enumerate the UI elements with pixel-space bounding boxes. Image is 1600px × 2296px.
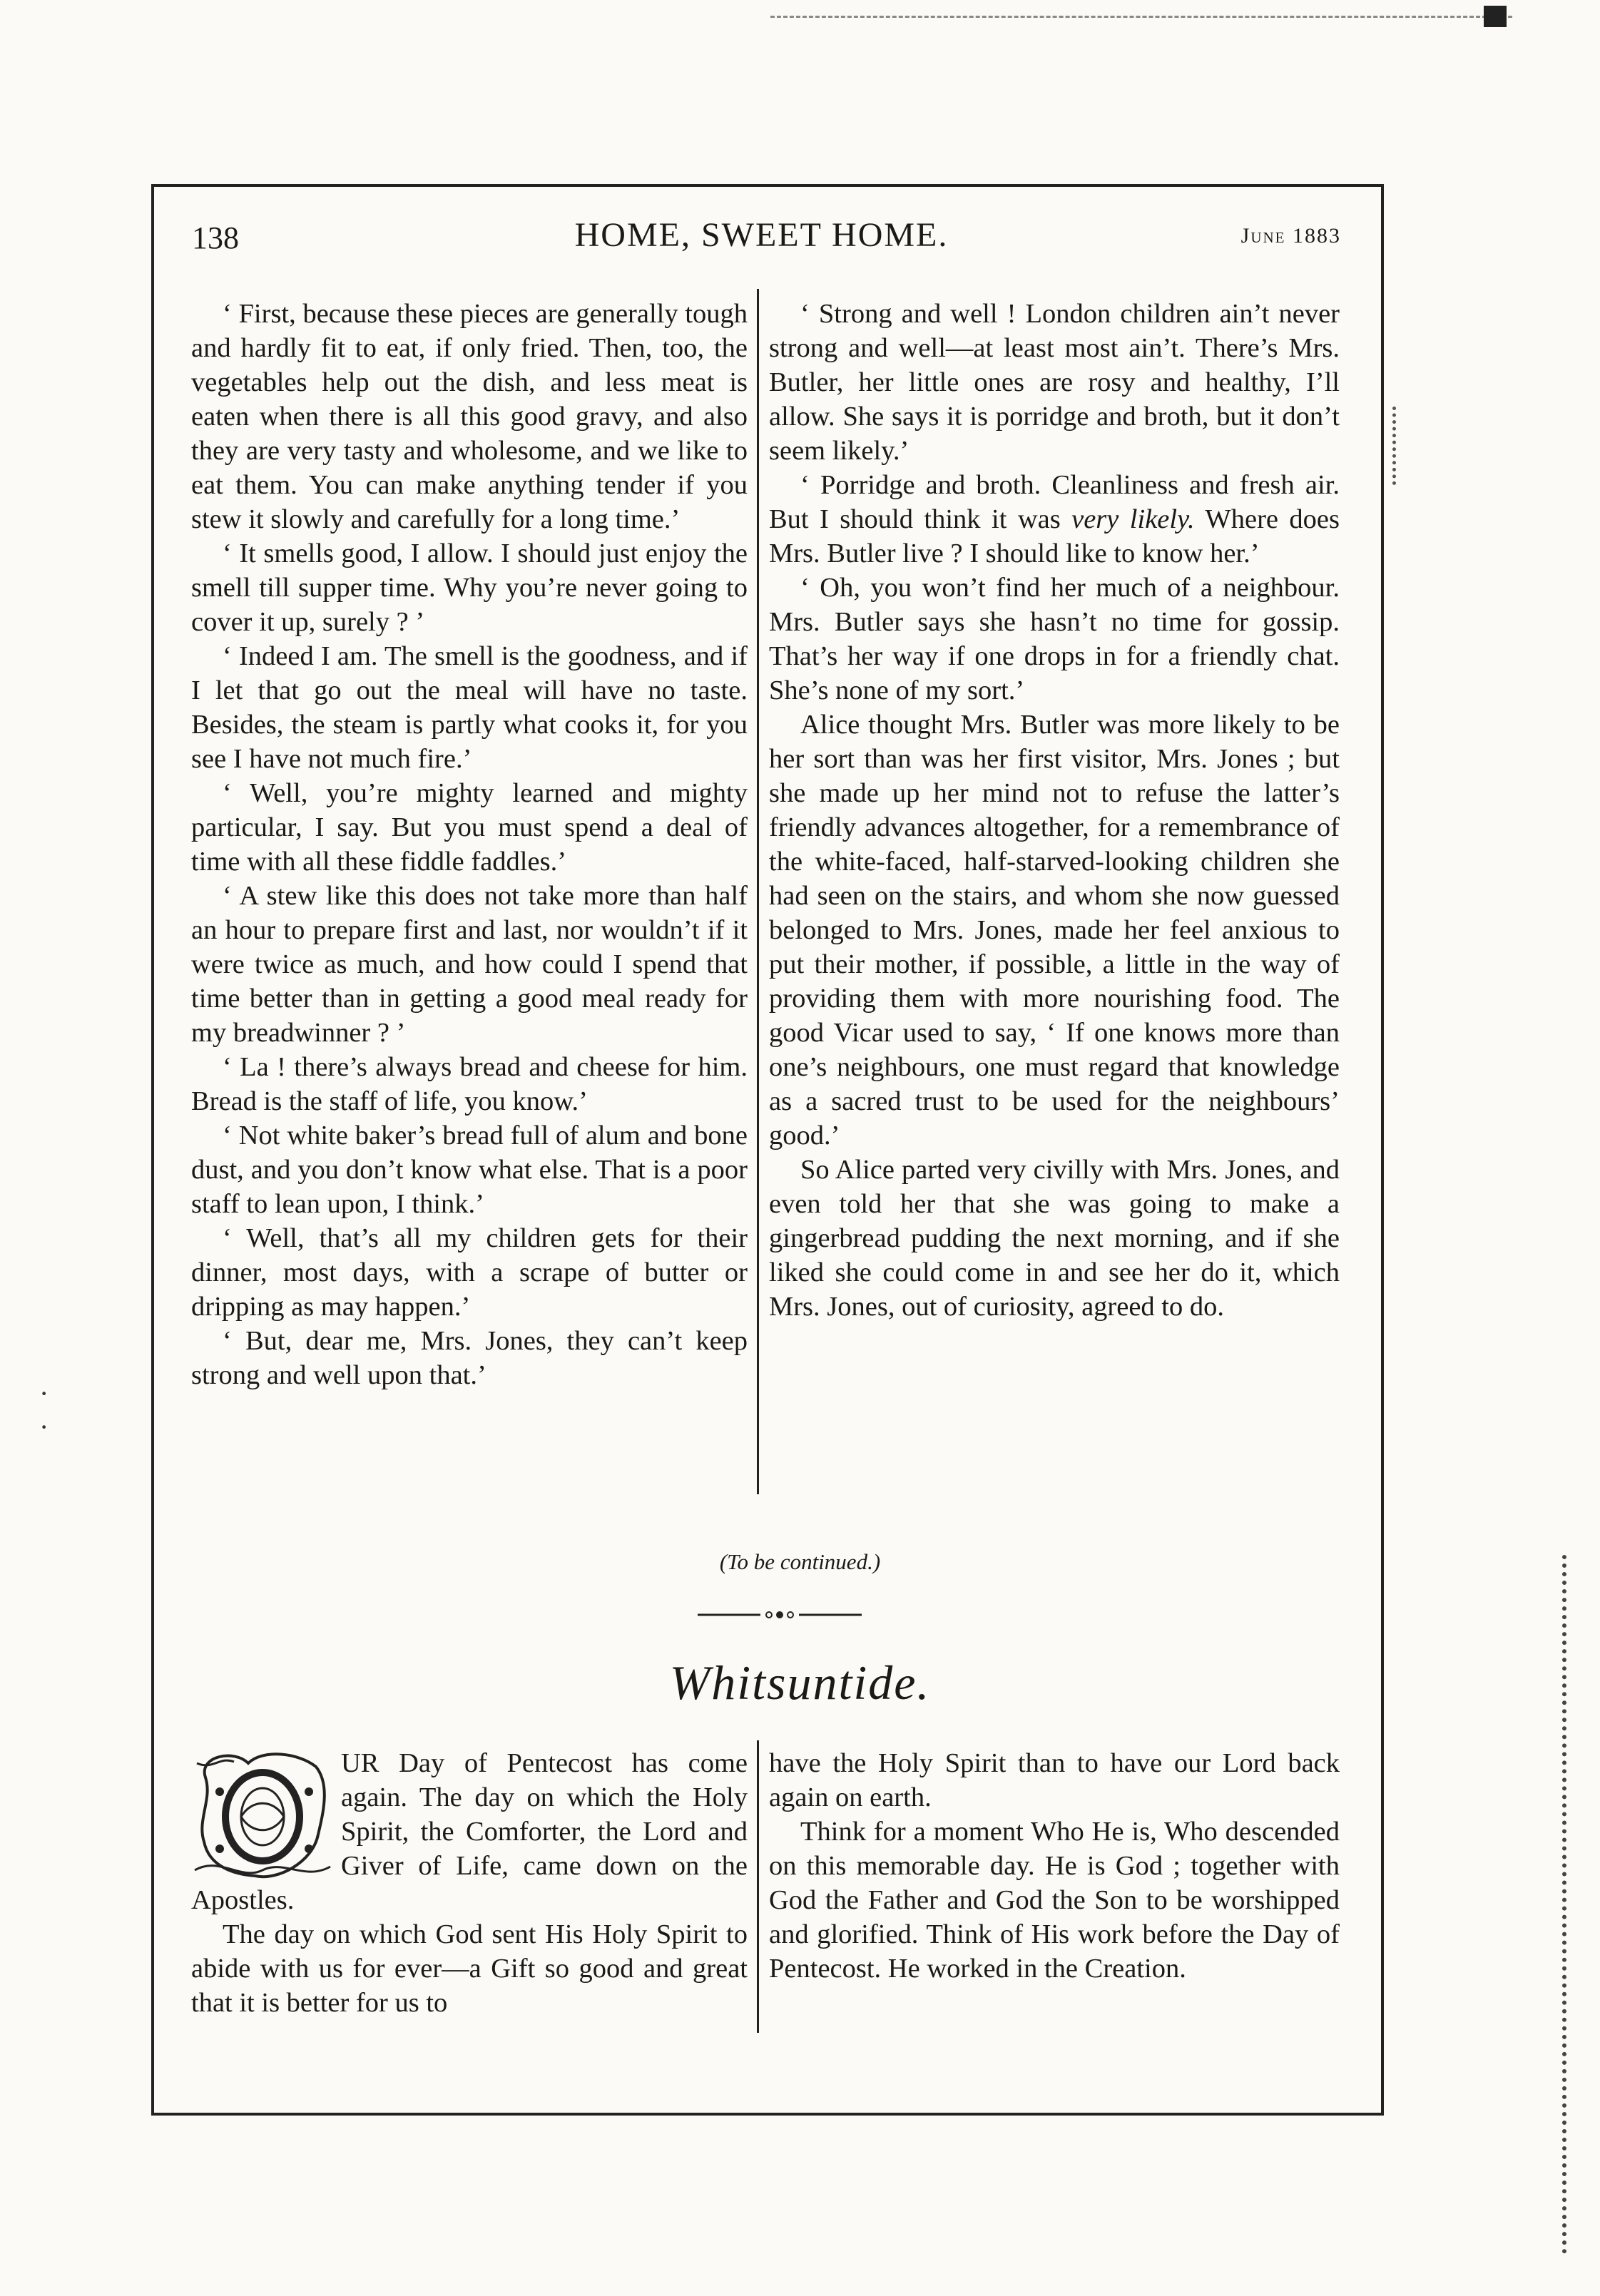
page-number: 138	[192, 220, 239, 255]
story-right-column	[769, 297, 1340, 1324]
article-right-column	[769, 1746, 1340, 1986]
to-be-continued: (To be continued.)	[719, 1549, 881, 1574]
issue-date: June 1883	[1240, 224, 1341, 248]
page-header	[182, 205, 1341, 262]
paragraph: ‘ First, because these pieces are generally tough and hardly fit to eat, if only fried. Then, too, the vegetables help out the dish, and less meat is eaten when there is all this good gravy, and also they are very tasty and wholesome, and we like to eat them. You can make anything tender if you stew it slowly and carefully for a long time.’	[191, 299, 748, 534]
column-divider	[757, 289, 759, 1494]
scan-edge-mark	[770, 16, 1512, 22]
paragraph: The day on which God sent His Holy Spirit to abide with us for ever—a Gift so good and great that it is better for us to	[191, 1919, 748, 2018]
ornamental-rule	[698, 1611, 862, 1619]
paragraph: ‘ Not white baker’s bread full of alum and bone dust, and you don’t know what else. That is a poor staff to lean upon, I think.’	[191, 1121, 748, 1219]
paragraph: ‘ Strong and well ! London children ain’t never strong and well—at least most ain’t. There’s Mrs. Butler, her little ones are rosy and healthy, I’ll allow. She says it is porridge and broth, but it don’t seem likely.’	[769, 299, 1340, 466]
scan-edge-mark	[1484, 6, 1507, 27]
column-divider	[757, 1740, 759, 2033]
paragraph: ‘ La ! there’s always bread and cheese for him. Bread is the staff of life, you know.’	[191, 1052, 748, 1116]
scan-edge-mark	[1392, 407, 1400, 485]
story-left-column	[191, 297, 748, 1392]
scan-speck: · ·	[39, 1377, 49, 1443]
italic-phrase: very likely.	[1071, 504, 1195, 534]
paragraph	[769, 468, 1340, 571]
running-title: HOME, SWEET HOME.	[574, 216, 949, 254]
paragraph: ‘ A stew like this does not take more than half an hour to prepare first and last, nor wouldn’t if it were twice as much, and how could I spend that time better than in getting a good meal ready for my breadwinner ? ’	[191, 881, 748, 1048]
paragraph-text: Where does Mrs. Butler live ? I should like to know her.’	[769, 504, 1340, 568]
drop-cap-letter	[191, 1749, 332, 1883]
paragraph: ‘ Well, that’s all my children gets for their dinner, most days, with a scrape of butter or dripping as may happen.’	[191, 1223, 748, 1322]
paragraph: Alice thought Mrs. Butler was more likely to be her sort than was her first visitor, Mrs. Jones ; but she made up her mind not to refuse the latter’s friendly advances altogether, for a remembrance of the white-faced, half-starved-looking children she had seen on the stairs, and whom she now guessed belonged to Mrs. Jones, made her feel anxious to put their mother, if possible, a little in the way of providing them with more nourishing food. The good Vicar used to say, ‘ If one knows more than one’s neighbours, one must regard that knowledge as a sacred trust to be used for the neighbours’ good.’	[769, 710, 1340, 1150]
paragraph: ‘ It smells good, I allow. I should just enjoy the smell till supper time. Why you’re never going to cover it up, surely ? ’	[191, 539, 748, 637]
paragraph: have the Holy Spirit than to have our Lord back again on earth.	[769, 1748, 1340, 1812]
ornamental-drop-cap	[191, 1749, 332, 1883]
section-title: Whitsuntide.	[669, 1655, 931, 1710]
paragraph: So Alice parted very civilly with Mrs. Jones, and even told her that she was going to make a gingerbread pudding the next morning, and if she liked she could come in and see her do it, which Mrs. Jones, out of curiosity, agreed to do.	[769, 1155, 1340, 1322]
paragraph: ‘ Well, you’re mighty learned and mighty particular, I say. But you must spend a deal of time with all these fiddle faddles.’	[191, 778, 748, 877]
paragraph: Think for a moment Who He is, Who descended on this memorable day. He is God ; together with God the Father and God the Son to be worshipped and glorified. Think of His work before the Day of Pentecost. He worked in the Creation.	[769, 1817, 1340, 1984]
paragraph: ‘ But, dear me, Mrs. Jones, they can’t keep strong and well upon that.’	[191, 1326, 748, 1390]
paragraph: ‘ Oh, you won’t find her much of a neighbour. Mrs. Butler says she hasn’t no time for gossip. That’s her way if one drops in for a friendly chat. She’s none of my sort.’	[769, 573, 1340, 705]
paragraph: UR Day of Pentecost has come again. The day on which the Holy Spirit, the Comforter, the Lord and Giver of Life, came down on the Apostles.	[191, 1748, 748, 1915]
paragraph: ‘ Indeed I am. The smell is the goodness, and if I let that go out the meal will have no taste. Besides, the steam is partly what cooks it, for you see I have not much fire.’	[191, 641, 748, 774]
paragraph-text: ‘ Porridge and broth. Cleanliness and fresh air. But I should think it was	[769, 470, 1340, 534]
article-left-column	[191, 1746, 748, 2020]
